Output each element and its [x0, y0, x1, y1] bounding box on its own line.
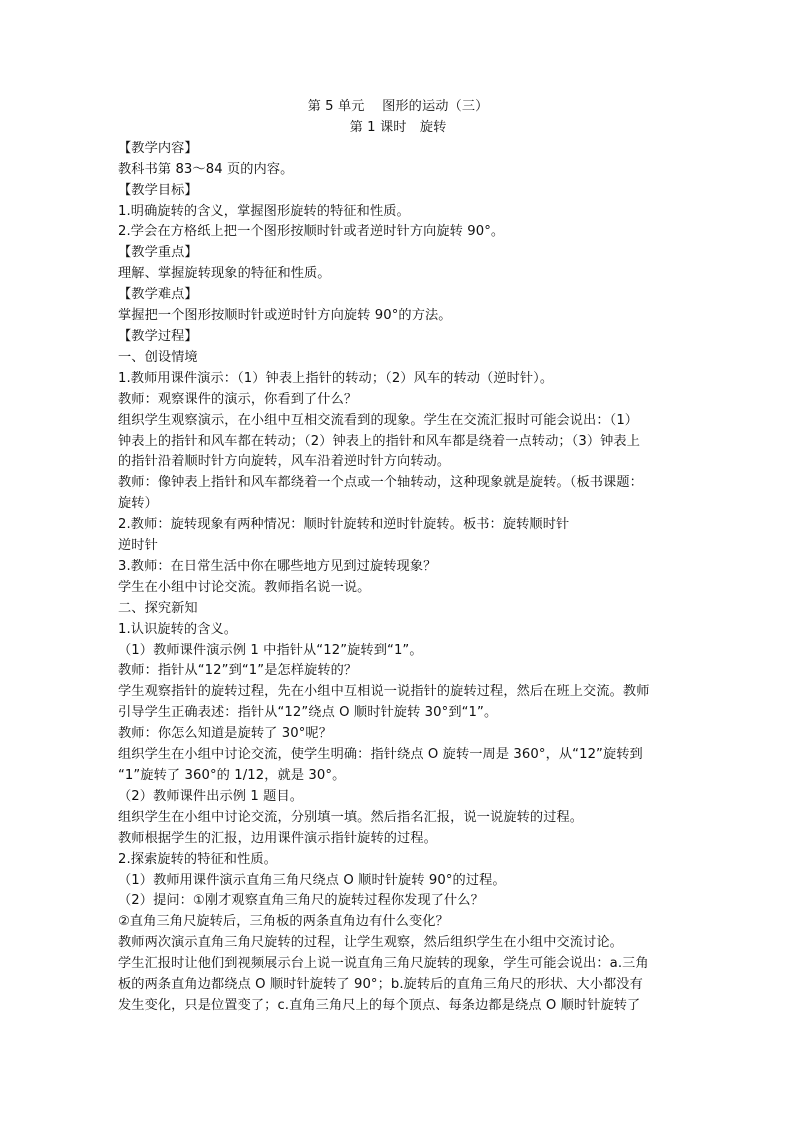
section-heading: 二、探究新知 [118, 600, 198, 616]
paragraph: 2.教师：旋转现象有两种情况：顺时针旋转和逆时针旋转。板书：旋转顺时针 [118, 517, 570, 533]
paragraph: 逆时针 [118, 538, 158, 554]
paragraph-line: 教师：像钟表上指针和风车都绕着一个点或一个轴转动，这种现象就是旋转。（板书课题： [118, 475, 643, 491]
paragraph: 组织学生在小组中讨论交流，分别填一填。然后指名汇报，说一说旋转的过程。 [118, 809, 584, 825]
paragraph-line: “1”旋转了 360°的 1/12，就是 30°。 [118, 768, 346, 783]
lesson-title: 第 1 课时 旋转 [349, 119, 447, 135]
process-heading: 【教学过程】 [118, 328, 198, 344]
paragraph-line: 组织学生观察演示，在小组中互相交流看到的现象。学生在交流汇报时可能会说出：（1） [118, 412, 639, 428]
paragraph: 2.探索旋转的特征和性质。 [118, 851, 277, 867]
teaching-content-heading: 【教学内容】 [118, 140, 198, 156]
key-points-heading: 【教学重点】 [118, 245, 198, 261]
paragraph: 学生在小组中讨论交流。教师指名说一说。 [118, 579, 371, 595]
paragraph-line: 学生观察指针的旋转过程，先在小组中互相说一说指针的旋转过程，然后在班上交流。教师 [118, 684, 650, 700]
paragraph-line: 的指针沿着顺时针方向旋转，风车沿着逆时针方向转动。 [118, 454, 451, 470]
paragraph [118, 682, 678, 724]
goal-item: 2.学会在方格纸上把一个图形按顺时针或者逆时针方向旋转 90°。 [118, 224, 505, 240]
paragraph-line: 学生汇报时让他们到视频展示台上说一说直角三角尺旋转的现象，学生可能会说出：a.三角 [118, 956, 649, 972]
paragraph-line: 引导学生正确表述：指针从“12”绕点 O 顺时针旋转 30°到“1”。 [118, 705, 498, 721]
teaching-content-text: 教科书第 83～84 页的内容。 [118, 161, 294, 177]
paragraph: 教师：观察课件的演示，你看到了什么？ [118, 391, 358, 407]
difficulties-text: 掌握把一个图形按顺时针或逆时针方向旋转 90°的方法。 [118, 308, 452, 324]
paragraph: （2）教师课件出示例 1 题目。 [118, 788, 304, 804]
paragraph: 教师根据学生的汇报，边用课件演示指针旋转的过程。 [118, 830, 437, 846]
paragraph: ②直角三角尺旋转后，三角板的两条直角边有什么变化？ [118, 914, 449, 930]
paragraph: 1.认识旋转的含义。 [118, 621, 238, 637]
paragraph: （1）教师课件演示例 1 中指针从“12”旋转到“1”。 [118, 642, 423, 658]
paragraph: （1）教师用课件演示直角三角尺绕点 O 顺时针旋转 90°的过程。 [118, 872, 506, 888]
unit-title: 第 5 单元 图形的运动（三） [307, 99, 489, 114]
paragraph [118, 411, 678, 474]
paragraph-line: 组织学生在小组中讨论交流，使学生明确：指针绕点 O 旋转一周是 360°，从“12”旋转到 [118, 747, 643, 763]
paragraph: （2）提问：①刚才观察直角三角尺的旋转过程你发现了什么？ [118, 893, 484, 909]
section-heading: 一、创设情境 [118, 349, 198, 365]
paragraph-line: 旋转） [118, 496, 158, 512]
difficulties-heading: 【教学难点】 [118, 287, 198, 303]
paragraph-line: 板的两条直角边都绕点 O 顺时针旋转了 90°；b.旋转后的直角三角尺的形状、大小都没有 [118, 977, 643, 993]
paragraph: 3.教师：在日常生活中你在哪些地方见到过旋转现象？ [118, 558, 437, 574]
paragraph-line: 钟表上的指针和风车都在转动；（2）钟表上的指针和风车都是绕着一点转动；（3）钟表上 [118, 433, 640, 449]
paragraph [118, 745, 678, 787]
lesson-plan-body [118, 97, 678, 1017]
teaching-goals-heading: 【教学目标】 [118, 182, 198, 198]
paragraph [118, 954, 678, 1017]
paragraph: 教师：指针从“12”到“1”是怎样旋转的？ [118, 663, 358, 679]
goal-item: 1.明确旋转的含义，掌握图形旋转的特征和性质。 [118, 203, 410, 219]
paragraph: 1.教师用课件演示：（1）钟表上指针的转动；（2）风车的转动（逆时针）。 [118, 370, 554, 386]
paragraph: 教师：你怎么知道是旋转了 30°呢？ [118, 726, 332, 742]
key-points-text: 理解、掌握旋转现象的特征和性质。 [118, 266, 331, 282]
paragraph-line: 发生变化，只是位置变了；c.直角三角尺上的每个顶点、每条边都是绕点 O 顺时针旋转了 [118, 997, 641, 1013]
paragraph [118, 473, 678, 515]
paragraph: 教师两次演示直角三角尺旋转的过程，让学生观察，然后组织学生在小组中交流讨论。 [118, 935, 623, 951]
